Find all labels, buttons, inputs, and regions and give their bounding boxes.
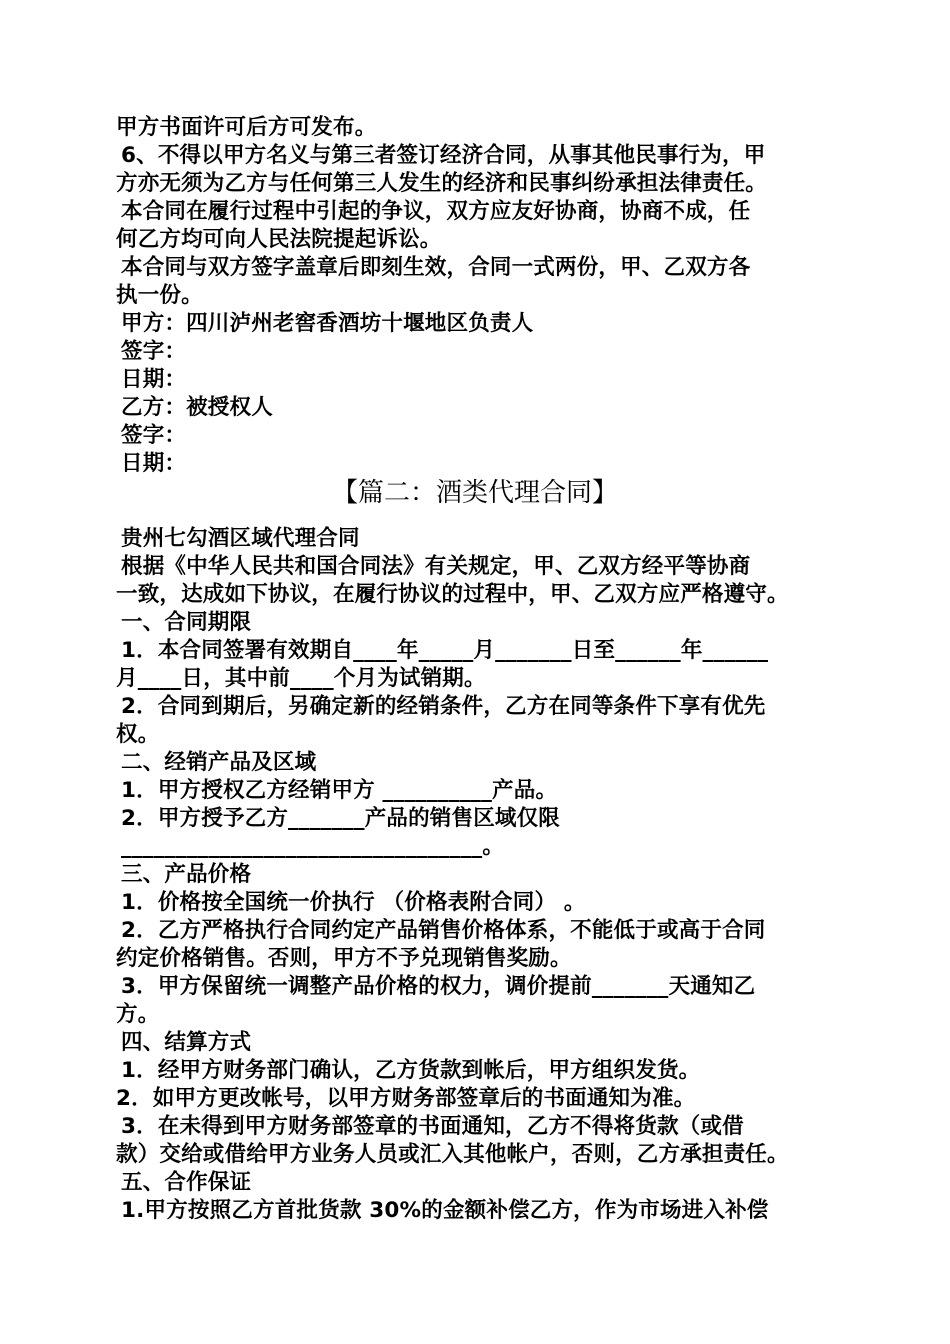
signature-line: 签字： — [121, 423, 187, 448]
text-line: _________________________________。 — [121, 834, 505, 859]
text-line: 约定价格销售。否则，甲方不予兑现销售奖励。 — [116, 946, 572, 971]
text-line: 1．经甲方财务部门确认，乙方货款到帐后，甲方组织发货。 — [121, 1058, 701, 1083]
contract-title: 贵州七勾酒区域代理合同 — [121, 526, 360, 551]
text-line: 根据《中华人民共和国合同法》有关规定，甲、乙双方经平等协商 — [121, 554, 751, 579]
signature-line: 签字： — [121, 339, 187, 364]
text-line: 2．甲方授予乙方_______产品的销售区域仅限 — [121, 806, 561, 831]
text-line: 方亦无须为乙方与任何第三人发生的经济和民事纠纷承担法律责任。 — [116, 171, 768, 196]
text-line: 本合同与双方签字盖章后即刻生效，合同一式两份，甲、乙双方各 — [121, 255, 751, 280]
text-line: 2．合同到期后，另确定新的经销条件，乙方在同等条件下享有优先 — [121, 694, 766, 719]
text-line: 方。 — [116, 1002, 160, 1027]
text-line: 执一份。 — [116, 283, 203, 308]
text-line: 3．在未得到甲方财务部签章的书面通知，乙方不得将货款（或借 — [121, 1114, 744, 1139]
clause-heading: 四、结算方式 — [121, 1030, 252, 1055]
text-line: 2．乙方严格执行合同约定产品销售价格体系，不能低于或高于合同 — [121, 918, 766, 943]
text-line: 一致，达成如下协议，在履行协议的过程中，甲、乙双方应严格遵守。 — [116, 582, 789, 607]
text-line: 6、不得以甲方名义与第三者签订经济合同，从事其他民事行为，甲 — [121, 143, 766, 168]
party-b-line: 乙方：被授权人 — [121, 395, 273, 420]
section-title: 【篇二：酒类代理合同】 — [331, 478, 618, 508]
text-line: 月____日，其中前____个月为试销期。 — [116, 666, 486, 691]
text-line: 何乙方均可向人民法院提起诉讼。 — [116, 227, 442, 252]
text-line: 1．本合同签署有效期自____年_____月_______日至______年______ — [121, 638, 769, 663]
text-line: 本合同在履行过程中引起的争议，双方应友好协商，协商不成，任 — [121, 199, 751, 224]
date-line: 日期： — [121, 451, 187, 476]
text-line: 权。 — [116, 722, 160, 747]
text-line: 1．价格按全国统一价执行 （价格表附合同） 。 — [121, 890, 586, 915]
text-line: 款）交给或借给甲方业务人员或汇入其他帐户，否则，乙方承担责任。 — [116, 1142, 789, 1167]
party-a-line: 甲方：四川泸州老窖香酒坊十堰地区负责人 — [121, 311, 534, 336]
clause-heading: 五、合作保证 — [121, 1170, 252, 1195]
text-line: 1.甲方按照乙方首批货款 30%的金额补偿乙方，作为市场进入补偿 — [121, 1198, 769, 1223]
clause-heading: 二、经销产品及区域 — [121, 750, 317, 775]
clause-heading: 三、产品价格 — [121, 862, 252, 887]
text-line: 3．甲方保留统一调整产品价格的权力，调价提前_______天通知乙 — [121, 974, 756, 999]
clause-heading: 一、合同期限 — [121, 610, 252, 635]
text-line: 甲方书面许可后方可发布。 — [116, 115, 377, 140]
text-line: 1．甲方授权乙方经销甲方 __________产品。 — [121, 778, 558, 803]
text-line: 2．如甲方更改帐号，以甲方财务部签章后的书面通知为准。 — [116, 1086, 696, 1111]
date-line: 日期： — [121, 367, 187, 392]
